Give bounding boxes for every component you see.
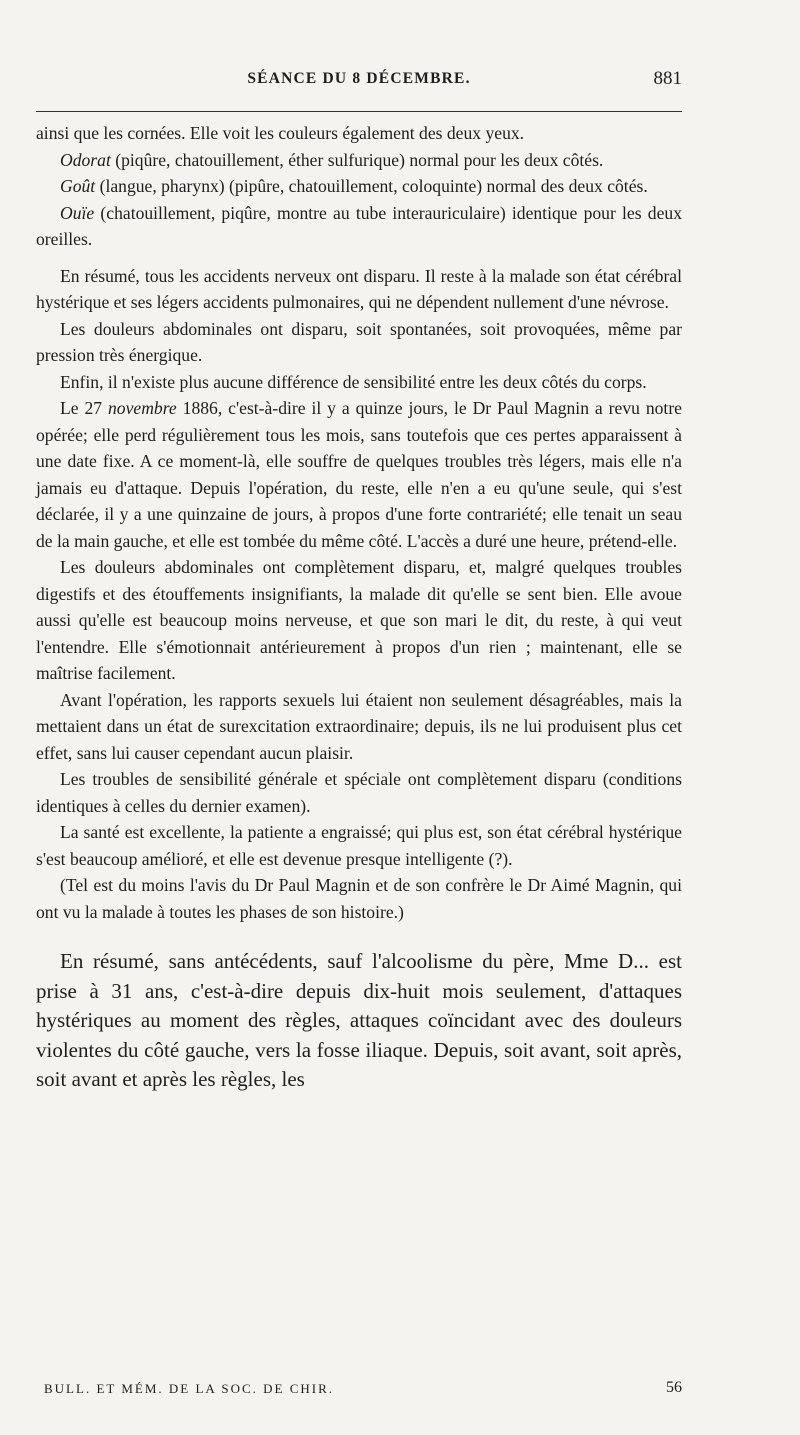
paragraph-novembre-rest: 1886, c'est-à-dire il y a quinze jours, le Dr Paul Magnin a revu notre opérée; elle perd régulièrement tous les mois, sans toutefois que ces pertes apparaissent à une date fixe. A ce moment-là, elle souffre de quelques troubles très légers, mais elle n'a jamais eu d'attaque. Depuis l'opération, du reste, elle n'en a eu qu'une seule, qui s'est déclarée, il y a une quinzaine de jours, à propos d'une forte contrariété; elle tenait un seau de la main gauche, et elle est tombée du même côté. L'accès a duré une heure, prétend-elle. [36,398,682,551]
paragraph-gout [36,173,682,200]
paragraph-novembre-start: Le 27 [60,398,108,418]
running-head-title: SÉANCE DU 8 DÉCEMBRE. [247,70,471,87]
paragraph-rapports: Avant l'opération, les rapports sexuels lui étaient non seulement désagréables, mais la mettaient dans un état de surexcitation extraordinaire; depuis, ils ne lui produisent plus cet effet, sans lui causer cependant aucun plaisir. [36,689,682,763]
paragraph-gout-lead: Goût [60,176,96,196]
paragraph-novembre-month: novembre [108,398,177,418]
paragraph-douleurs-disparu: Les douleurs abdominales ont complètement disparu, et, malgré quelques troubles digestifs et des étouffements insignifiants, la malade dit qu'elle se sent bien. Elle avoue aussi qu'elle est beaucoup moins nerveuse, et que son mari le dit, du reste, à qui veut l'entendre. Elle s'émotionnait antérieurement à propos d'un rien ; maintenant, elle se maîtrise facilement. [36,557,682,683]
running-head [36,70,682,100]
paragraph-avis: (Tel est du moins l'avis du Dr Paul Magnin et de son confrère le Dr Aimé Magnin, qui ont vu la malade à toutes les phases de son histoire.) [36,875,682,922]
signature-number: 56 [666,1379,682,1396]
page-number: 881 [653,68,682,89]
header-rule [36,111,682,112]
paragraph-ouie [36,200,682,253]
paragraph-douleurs: Les douleurs abdominales ont disparu, soit spontanées, soit provoquées, même par pression très énergique. [36,318,682,365]
paragraph-sensibilite: Enfin, il n'existe plus aucune différence de sensibilité entre les deux côtés du corps. [60,371,647,392]
paragraph-odorat [36,147,682,174]
paragraph-sante: La santé est excellente, la patiente a engraissé; qui plus est, son état cérébral hystérique s'est beaucoup amélioré, et elle est devenue presque intelligente (?). [36,822,682,869]
paragraph-odorat-lead: Odorat [60,149,111,170]
paragraph-novembre [36,395,682,554]
paragraph-resume-accidents: En résumé, tous les accidents nerveux ont disparu. Il reste à la malade son état cérébral hystérique et ses légers accidents pulmonaires, qui ne dépendent nullement d'une névrose. [36,265,682,312]
paragraph-odorat-text: (piqûre, chatouillement, éther sulfurique) normal pour les deux côtés. [110,149,604,170]
body-text [36,120,682,1095]
paragraph-gout-text: (langue, pharynx) (pipûre, chatouillement, coloquinte) normal des deux côtés. [95,176,648,196]
footer [44,1381,682,1405]
paragraph-colors: ainsi que les cornées. Elle voit les couleurs également des deux yeux. [36,123,525,143]
paragraph-troubles: Les troubles de sensibilité générale et spéciale ont complètement disparu (conditions identiques à celles du dernier examen). [36,769,682,816]
journal-footer: BULL. ET MÉM. DE LA SOC. DE CHIR. [44,1381,335,1396]
paragraph-ouie-lead: Ouïe [60,202,95,223]
paragraph-summary: En résumé, sans antécédents, sauf l'alcoolisme du père, Mme D... est prise à 31 ans, c'est-à-dire depuis dix-huit mois seulement, d'attaques hystériques au moment des règles, attaques coïncidant avec des douleurs violentes du côté gauche, vers la fosse iliaque. Depuis, soit avant, soit après, soit avant et après les règles, les [36,949,682,1091]
paragraph-ouie-text: (chatouillement, piqûre, montre au tube interauriculaire) identique pour les deux oreilles. [36,202,682,249]
